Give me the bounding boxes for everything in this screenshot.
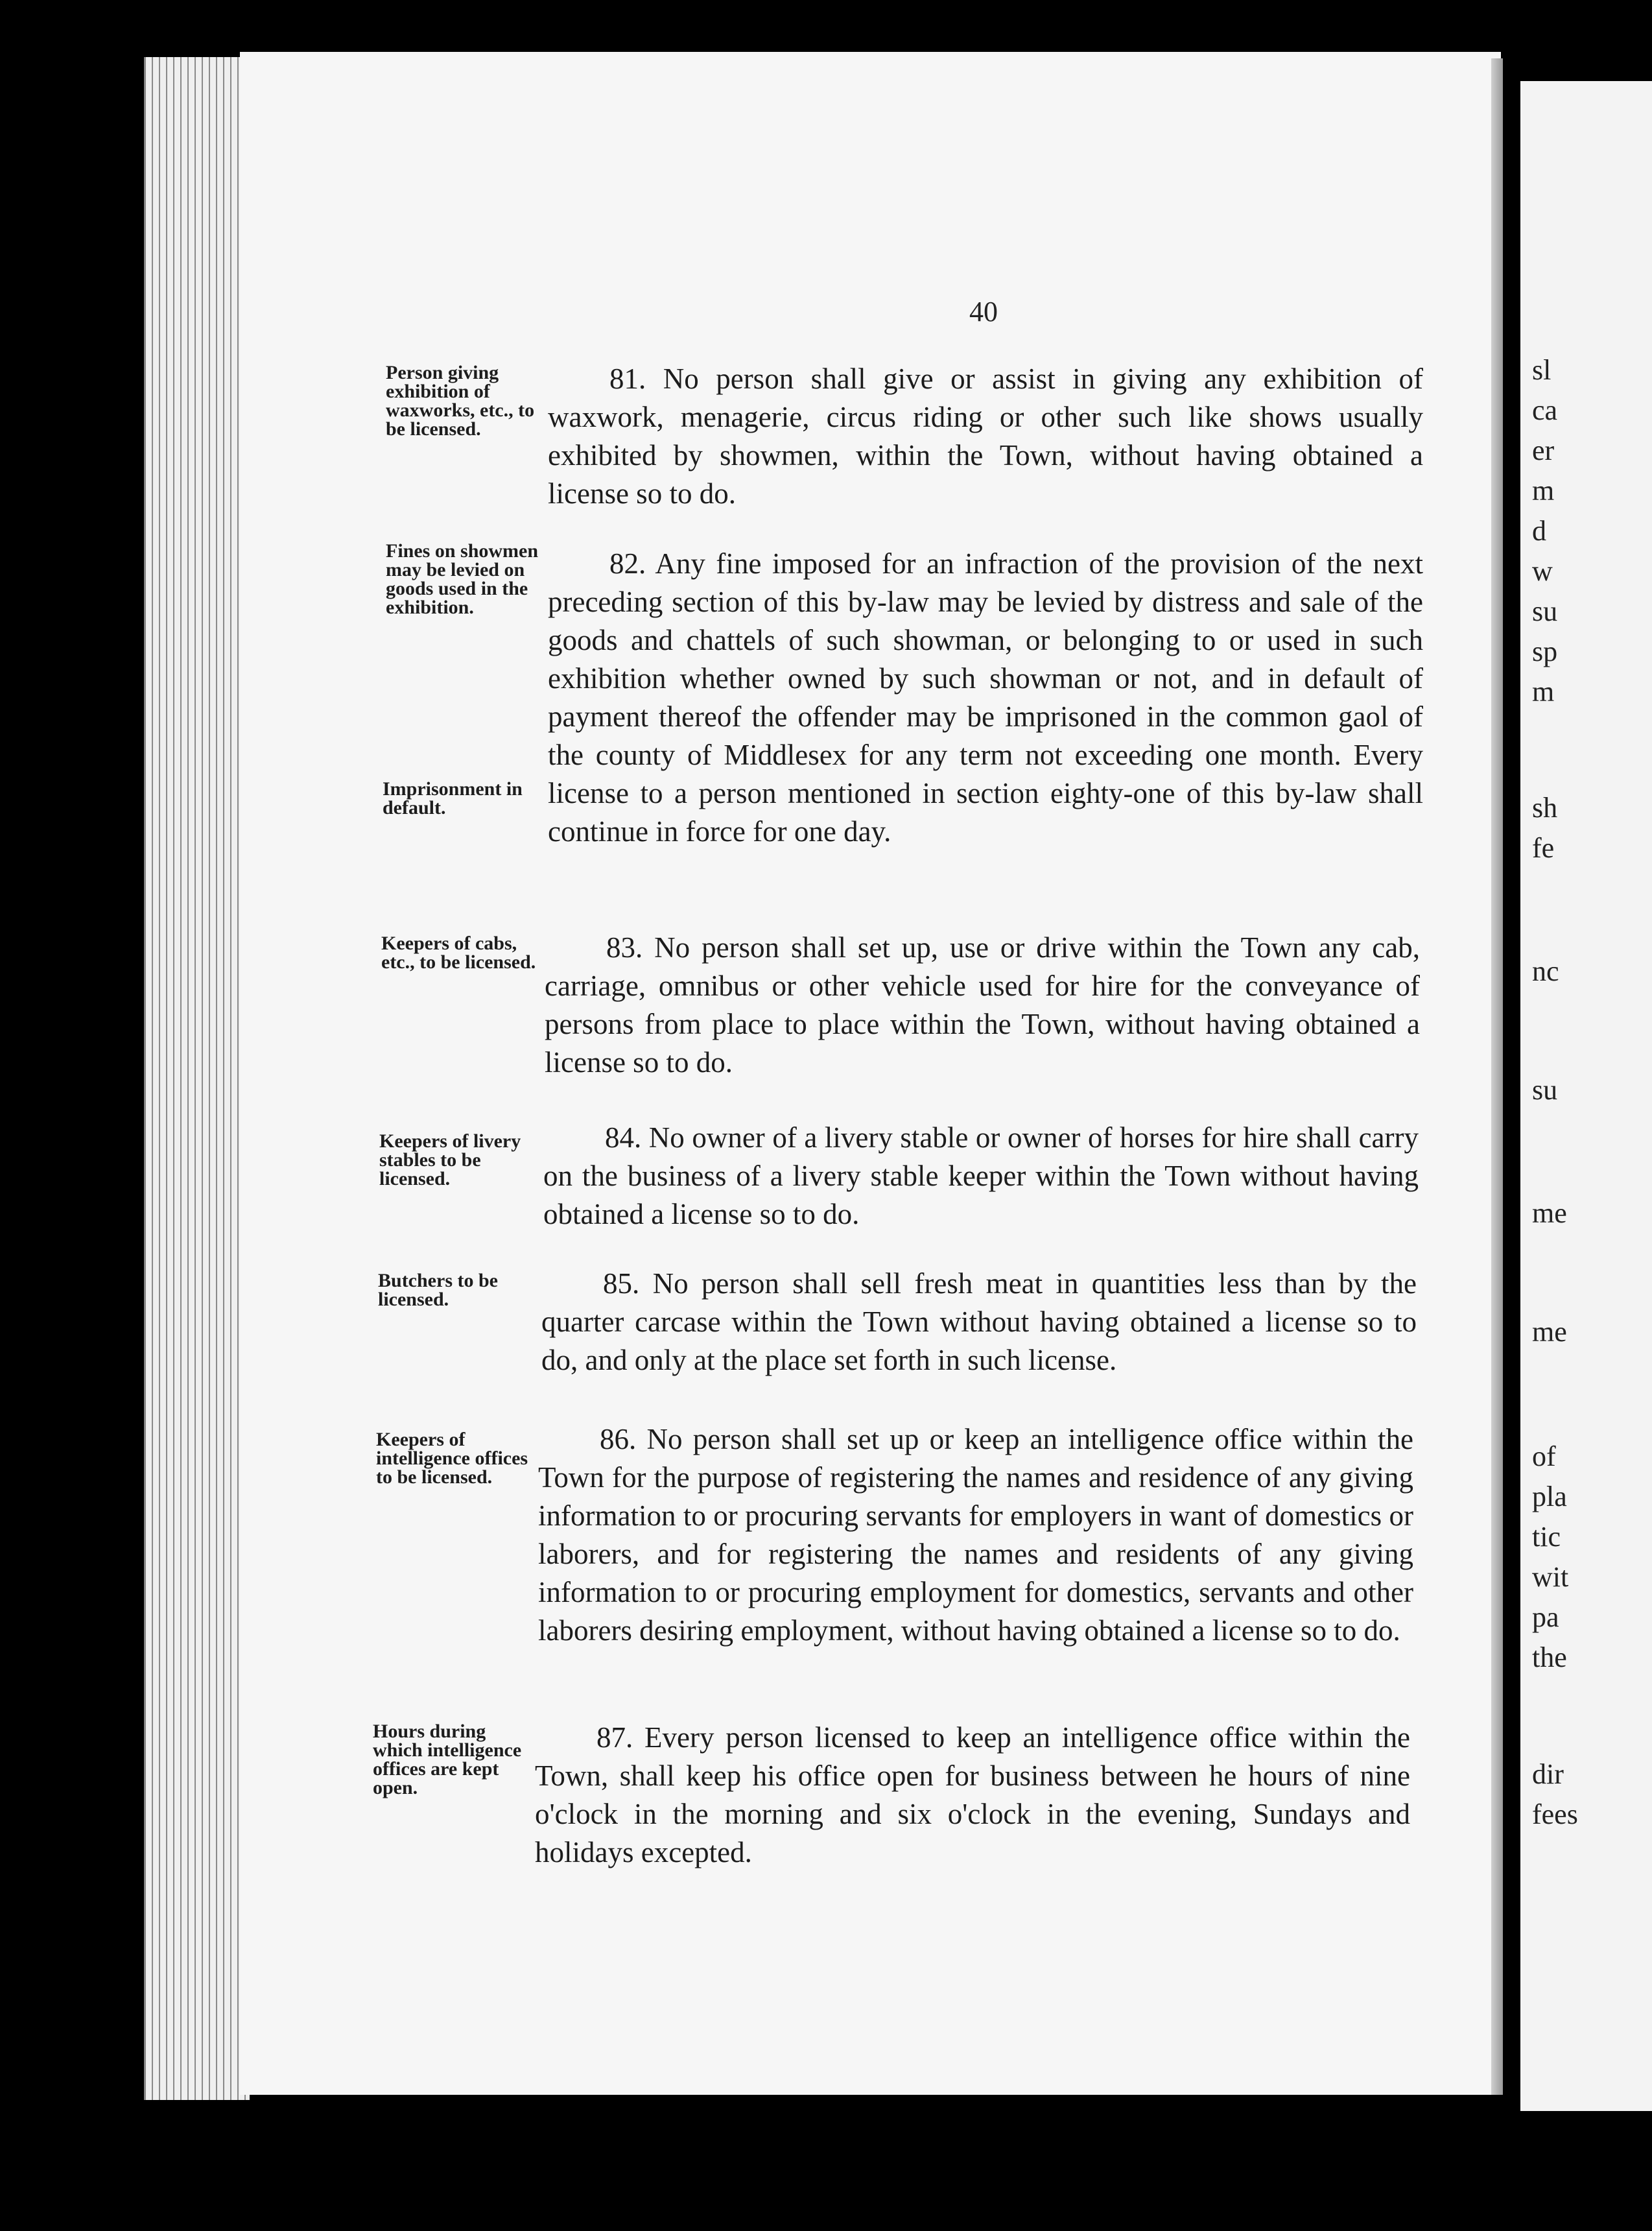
facing-fragment: wit bbox=[1532, 1561, 1569, 1593]
facing-fragment: ca bbox=[1532, 394, 1558, 426]
margin-note: Keepers of cabs, etc., to be licensed. bbox=[381, 933, 536, 973]
facing-fragment: m bbox=[1532, 475, 1555, 507]
margin-note: Person giving exhibition of waxworks, etc., to be licensed. bbox=[386, 362, 535, 440]
section-86: 86. No person shall set up or keep an intelligence office within the Town for the purpose of registering the names and residence of any giving information to or procuring servants for employers in want of domestics or laborers, and for registering the names and residents of any giving information to or procuring employment for domestics, servants and other laborers desiring employment, without having obtained a license so to do. bbox=[538, 1423, 1413, 1647]
facing-fragment: me bbox=[1532, 1316, 1567, 1348]
facing-fragment: pla bbox=[1532, 1481, 1567, 1512]
section-82: 82. Any fine imposed for an infraction of the provision of the next preceding section of this by-law may be levied by distress and sale of the goods and chattels of such showman, or belonging to or used in such exhibition whether owned by such showman or not, and in default of payment thereof the offender may be imprisoned in the common gaol of the county of Middlesex for any term not exceeding one month. Every license to a person mentioned in section eighty-one of this by-law shall continue in force for one day. bbox=[548, 547, 1423, 848]
facing-fragment: dir bbox=[1532, 1758, 1564, 1790]
facing-fragment: nc bbox=[1532, 955, 1559, 987]
margin-note: Keepers of intelligence offices to be licensed. bbox=[376, 1429, 528, 1488]
facing-fragment: w bbox=[1532, 555, 1553, 587]
facing-fragment: m bbox=[1532, 676, 1555, 708]
facing-fragment: d bbox=[1532, 515, 1546, 547]
section-81: 81. No person shall give or assist in giving any exhibition of waxwork, menagerie, circus riding or other such like shows usually exhibited by showmen, within the Town, without having obtained a license so to do. bbox=[548, 363, 1423, 510]
facing-fragment: the bbox=[1532, 1641, 1567, 1673]
margin-note: Imprisonment in default. bbox=[383, 778, 523, 818]
facing-fragment: fe bbox=[1532, 832, 1555, 864]
section-83: 83. No person shall set up, use or drive within the Town any cab, carriage, omnibus or other vehicle used for hire for the conveyance of persons from place to place within the Town, without having obtained a license so to do. bbox=[545, 931, 1420, 1079]
margin-note: Keepers of livery stables to be licensed. bbox=[379, 1130, 521, 1189]
facing-fragment: sl bbox=[1532, 354, 1552, 386]
facing-fragment: of bbox=[1532, 1440, 1556, 1472]
facing-fragment: sh bbox=[1532, 792, 1558, 824]
section-85: 85. No person shall sell fresh meat in quantities less than by the quarter carcase within the Town without having obtained a license so to do, and only at the place set forth in such license. bbox=[541, 1267, 1417, 1376]
margin-note: Fines on showmen may be levied on goods used in the exhibition. bbox=[386, 540, 539, 618]
margin-note: Hours during which intelligence offices are kept open. bbox=[373, 1721, 522, 1798]
margin-note: Butchers to be licensed. bbox=[378, 1270, 498, 1310]
facing-fragment: su bbox=[1532, 595, 1558, 627]
facing-fragment: sp bbox=[1532, 636, 1558, 667]
facing-fragment: me bbox=[1532, 1197, 1567, 1229]
gutter-shadow bbox=[1491, 58, 1503, 2095]
page-number: 40 bbox=[969, 296, 998, 328]
section-84: 84. No owner of a livery stable or owner of horses for hire shall carry on the business of a livery stable keeper within the Town without having obtained a license so to do. bbox=[543, 1121, 1419, 1230]
section-87: 87. Every person licensed to keep an intelligence office within the Town, shall keep his office open for business between he hours of nine o'clock in the morning and six o'clock in the evening, Sundays and holidays excepted. bbox=[535, 1721, 1410, 1868]
facing-fragment: pa bbox=[1532, 1601, 1559, 1633]
facing-fragment: tic bbox=[1532, 1521, 1561, 1553]
page-edges bbox=[144, 57, 250, 2100]
facing-fragment: fees bbox=[1532, 1798, 1578, 1830]
facing-page bbox=[1520, 81, 1652, 2111]
facing-fragment: er bbox=[1532, 435, 1555, 466]
facing-fragment: su bbox=[1532, 1074, 1558, 1106]
